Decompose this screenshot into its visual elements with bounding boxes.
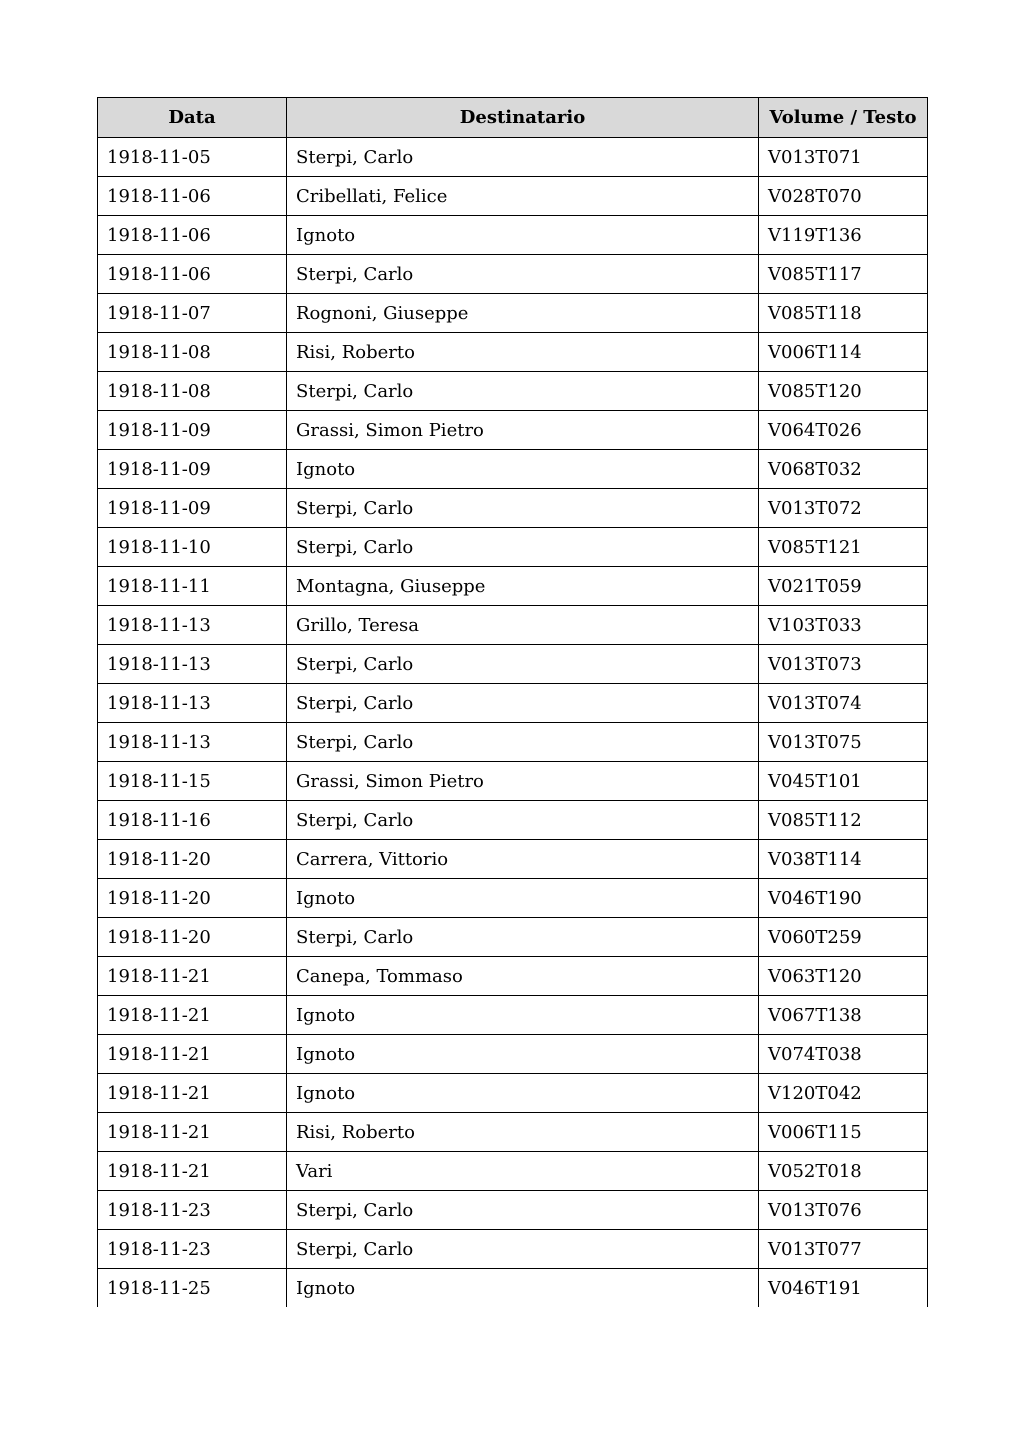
table-row [98,567,928,606]
cell-recipient: Ignoto [287,1074,759,1113]
cell-date: 1918-11-09 [98,450,287,489]
table-row [98,411,928,450]
table-row [98,1191,928,1230]
table-row [98,684,928,723]
cell-recipient: Canepa, Tommaso [287,957,759,996]
table-body [98,138,928,1308]
cell-date: 1918-11-06 [98,177,287,216]
cell-date: 1918-11-09 [98,411,287,450]
cell-volume-text: V013T073 [759,645,928,684]
cell-date: 1918-11-13 [98,645,287,684]
cell-date: 1918-11-23 [98,1230,287,1269]
table-row [98,1035,928,1074]
cell-recipient: Ignoto [287,450,759,489]
cell-volume-text: V046T190 [759,879,928,918]
cell-volume-text: V067T138 [759,996,928,1035]
cell-volume-text: V085T120 [759,372,928,411]
table-row [98,528,928,567]
cell-date: 1918-11-25 [98,1269,287,1308]
cell-date: 1918-11-20 [98,879,287,918]
cell-date: 1918-11-11 [98,567,287,606]
cell-recipient: Ignoto [287,216,759,255]
cell-date: 1918-11-07 [98,294,287,333]
cell-date: 1918-11-13 [98,606,287,645]
cell-volume-text: V063T120 [759,957,928,996]
cell-volume-text: V013T076 [759,1191,928,1230]
cell-date: 1918-11-05 [98,138,287,177]
cell-recipient: Ignoto [287,879,759,918]
cell-recipient: Sterpi, Carlo [287,255,759,294]
cell-volume-text: V064T026 [759,411,928,450]
cell-volume-text: V052T018 [759,1152,928,1191]
cell-recipient: Ignoto [287,1035,759,1074]
cell-volume-text: V013T071 [759,138,928,177]
cell-volume-text: V028T070 [759,177,928,216]
table-row [98,177,928,216]
cell-date: 1918-11-21 [98,996,287,1035]
table-row [98,1113,928,1152]
cell-recipient: Sterpi, Carlo [287,1230,759,1269]
table-row [98,762,928,801]
cell-volume-text: V085T112 [759,801,928,840]
cell-recipient: Ignoto [287,996,759,1035]
table-row [98,1230,928,1269]
cell-date: 1918-11-20 [98,918,287,957]
cell-date: 1918-11-21 [98,1113,287,1152]
table-row [98,957,928,996]
cell-recipient: Grassi, Simon Pietro [287,762,759,801]
letters-table [97,97,928,1307]
cell-recipient: Risi, Roberto [287,333,759,372]
cell-volume-text: V060T259 [759,918,928,957]
cell-volume-text: V085T117 [759,255,928,294]
table-row [98,840,928,879]
cell-date: 1918-11-13 [98,723,287,762]
cell-recipient: Sterpi, Carlo [287,645,759,684]
cell-recipient: Grillo, Teresa [287,606,759,645]
cell-volume-text: V045T101 [759,762,928,801]
cell-date: 1918-11-23 [98,1191,287,1230]
cell-recipient: Sterpi, Carlo [287,372,759,411]
cell-date: 1918-11-10 [98,528,287,567]
cell-recipient: Rognoni, Giuseppe [287,294,759,333]
cell-volume-text: V085T121 [759,528,928,567]
cell-volume-text: V013T075 [759,723,928,762]
cell-recipient: Vari [287,1152,759,1191]
cell-volume-text: V103T033 [759,606,928,645]
table-row [98,255,928,294]
cell-date: 1918-11-08 [98,372,287,411]
cell-date: 1918-11-20 [98,840,287,879]
table-row [98,1269,928,1308]
table-row [98,450,928,489]
cell-volume-text: V120T042 [759,1074,928,1113]
cell-date: 1918-11-06 [98,255,287,294]
table-header [98,98,928,138]
header-volume-text: Volume / Testo [759,98,928,138]
table-row [98,216,928,255]
cell-date: 1918-11-16 [98,801,287,840]
table-row [98,294,928,333]
cell-date: 1918-11-15 [98,762,287,801]
cell-date: 1918-11-21 [98,1074,287,1113]
cell-volume-text: V074T038 [759,1035,928,1074]
table-row [98,879,928,918]
table-row [98,606,928,645]
cell-recipient: Sterpi, Carlo [287,801,759,840]
table-row [98,372,928,411]
cell-volume-text: V021T059 [759,567,928,606]
table-row [98,645,928,684]
cell-date: 1918-11-21 [98,957,287,996]
cell-volume-text: V038T114 [759,840,928,879]
cell-date: 1918-11-09 [98,489,287,528]
cell-volume-text: V068T032 [759,450,928,489]
header-date: Data [98,98,287,138]
cell-recipient: Cribellati, Felice [287,177,759,216]
table-row [98,489,928,528]
cell-date: 1918-11-21 [98,1035,287,1074]
table-row [98,1074,928,1113]
table-row [98,723,928,762]
cell-date: 1918-11-06 [98,216,287,255]
cell-recipient: Sterpi, Carlo [287,528,759,567]
table-row [98,801,928,840]
table-row [98,1152,928,1191]
cell-recipient: Sterpi, Carlo [287,918,759,957]
cell-volume-text: V085T118 [759,294,928,333]
cell-volume-text: V013T077 [759,1230,928,1269]
cell-date: 1918-11-13 [98,684,287,723]
table-row [98,996,928,1035]
cell-recipient: Risi, Roberto [287,1113,759,1152]
cell-recipient: Carrera, Vittorio [287,840,759,879]
cell-recipient: Sterpi, Carlo [287,1191,759,1230]
cell-volume-text: V006T115 [759,1113,928,1152]
cell-recipient: Sterpi, Carlo [287,489,759,528]
cell-date: 1918-11-21 [98,1152,287,1191]
header-recipient: Destinatario [287,98,759,138]
cell-volume-text: V046T191 [759,1269,928,1308]
cell-date: 1918-11-08 [98,333,287,372]
cell-volume-text: V013T072 [759,489,928,528]
cell-recipient: Ignoto [287,1269,759,1308]
table-row [98,138,928,177]
cell-volume-text: V006T114 [759,333,928,372]
cell-recipient: Sterpi, Carlo [287,723,759,762]
cell-recipient: Grassi, Simon Pietro [287,411,759,450]
table-row [98,918,928,957]
cell-volume-text: V119T136 [759,216,928,255]
cell-volume-text: V013T074 [759,684,928,723]
table-row [98,333,928,372]
header-row [98,98,928,138]
cell-recipient: Montagna, Giuseppe [287,567,759,606]
cell-recipient: Sterpi, Carlo [287,684,759,723]
cell-recipient: Sterpi, Carlo [287,138,759,177]
